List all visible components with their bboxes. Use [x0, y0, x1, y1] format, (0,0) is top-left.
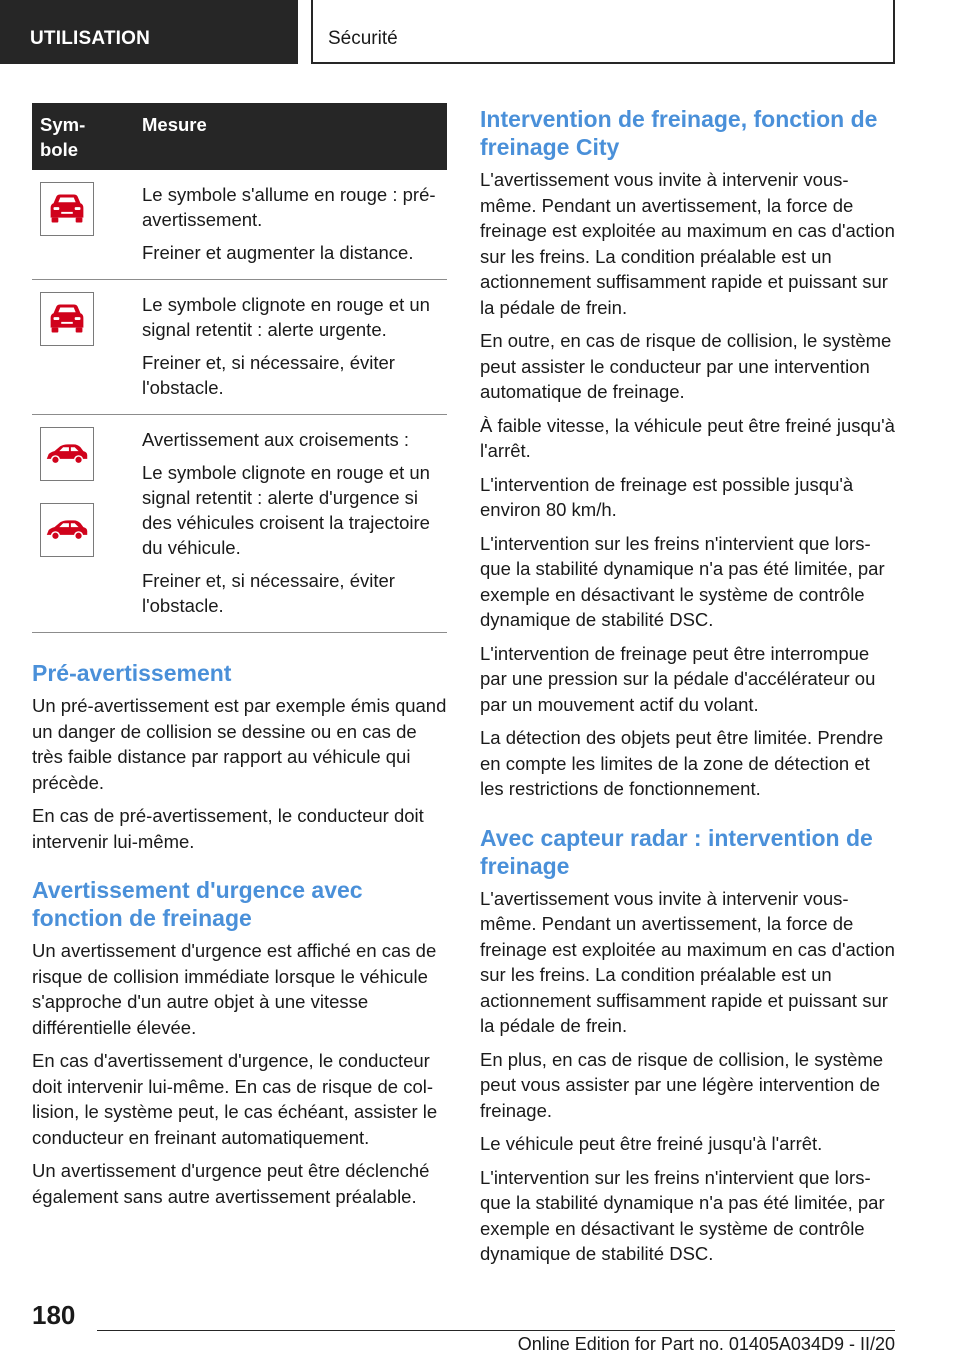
row3-line2: Le symbole clignote en rouge et un signal retentit : alerte d'urgence si des véhicules croisent la trajectoire du véhicule. [142, 462, 430, 558]
header-section: UTILISATION [0, 0, 298, 64]
paragraph: Un avertissement d'urgence est affiché en cas de risque de collision immédiate lorsque le véhicule s'approche d'un autre objet à une vitesse différentielle élevée. [32, 940, 437, 1038]
table-row [32, 415, 447, 633]
row3-line3: Freiner et, si nécessaire, éviter l'obstacle. [142, 570, 395, 616]
paragraph: En outre, en cas de risque de collision, le système peut assister le conducteur par une intervention automatique de freinage. [480, 330, 892, 402]
paragraph: L'intervention sur les freins n'intervient que lorsque la stabilité dynamique n'a pas été limitée, par exemple en désactivant le système de contrôle dynamique de stabilité DSC. [480, 1166, 885, 1264]
car-side-red-icon [40, 427, 94, 481]
car-side-red-icon [40, 503, 94, 557]
radar-braking-section [480, 824, 895, 1267]
paragraph: Le véhicule peut être freiné jusqu'à l'arrêt. [480, 1133, 823, 1154]
paragraph: L'intervention de freinage est possible jusqu'à environ 80 km/h. [480, 473, 854, 520]
city-braking-title: Intervention de freinage, fonction de freinage City [480, 106, 878, 160]
row3-line1: Avertissement aux croisements : [142, 429, 409, 450]
table-header-symbol: Sym- bole [32, 103, 134, 170]
paragraph: L'intervention sur les freins n'intervient que lorsque la stabilité dynamique n'a pas été limitée, par exemple en désactivant le système de contrôle dynamique de stabilité DSC. [480, 532, 885, 630]
paragraph: La détection des objets peut être limitée. Prendre en compte les limites de la zone de détection et les restrictions de fonctionnement. [480, 727, 884, 799]
pre-warning-section [32, 659, 447, 854]
urgent-warning-title: Avertissement d'urgence avec fonction de freinage [32, 877, 363, 931]
car-front-red-icon [40, 292, 94, 346]
row2-line1: Le symbole clignote en rouge et un signal retentit : alerte urgente. [142, 294, 430, 340]
pre-warning-title: Pré-avertissement [32, 660, 232, 686]
urgent-warning-section [32, 876, 447, 1209]
table-row [32, 280, 447, 415]
city-braking-section [480, 105, 895, 802]
radar-braking-title: Avec capteur radar : intervention de freinage [480, 824, 873, 879]
header-chapter: Sécurité [311, 0, 895, 64]
paragraph: Un avertissement d'urgence peut être déclenché également sans autre avertissement préalable. [32, 1160, 430, 1207]
paragraph: Un pré-avertissement est par exemple émis quand un danger de collision se dessine ou en cas de très faible distance par rapport au véhicule qui précède. [32, 695, 447, 793]
right-column [480, 103, 895, 1275]
row1-line2: Freiner et augmenter la distance. [142, 242, 414, 263]
paragraph: En cas de pré-avertissement, le conducteur doit intervenir lui-même. [32, 805, 424, 852]
row1-line1: Le symbole s'allume en rouge : pré-avertissement. [142, 184, 436, 230]
footer-divider [97, 1330, 895, 1331]
page-number: 180 [32, 1300, 76, 1330]
paragraph: L'intervention de freinage peut être interrompue par une pression sur la pédale d'accélérateur ou par un mouvement actif du volant. [480, 642, 876, 715]
car-front-red-icon [40, 182, 94, 236]
paragraph: En plus, en cas de risque de collision, le système peut vous assister par une légère intervention de freinage. [480, 1048, 884, 1121]
row2-line2: Freiner et, si nécessaire, éviter l'obstacle. [142, 352, 395, 398]
paragraph: À faible vitesse, la véhicule peut être freiné jusqu'à l'arrêt. [480, 414, 895, 461]
symbol-table [32, 103, 447, 633]
paragraph: L'avertissement vous invite à intervenir vous-même. Pendant un avertissement, la force de freinage est exploitée au maximum en cas d'action sur les freins. La condition préalable est un actionnement suffisamment rapide et puissant sur la pédale de frein. [480, 887, 895, 1036]
footer-edition: Online Edition for Part no. 01405A034D9 - II/20 [517, 1334, 895, 1354]
table-row [32, 170, 447, 280]
paragraph: En cas d'avertissement d'urgence, le conducteur doit intervenir lui-même. En cas de risque de collision, le système peut, le cas échéant, assister le conducteur en freinant automatiquement. [32, 1050, 438, 1148]
left-column [32, 103, 447, 1217]
table-header-measure: Mesure [134, 103, 447, 170]
paragraph: L'avertissement vous invite à intervenir vous-même. Pendant un avertissement, la force de freinage est exploitée au maximum en cas d'action sur les freins. La condition préalable est un actionnement suffisamment rapide et puissant sur la pédale de frein. [480, 169, 895, 318]
